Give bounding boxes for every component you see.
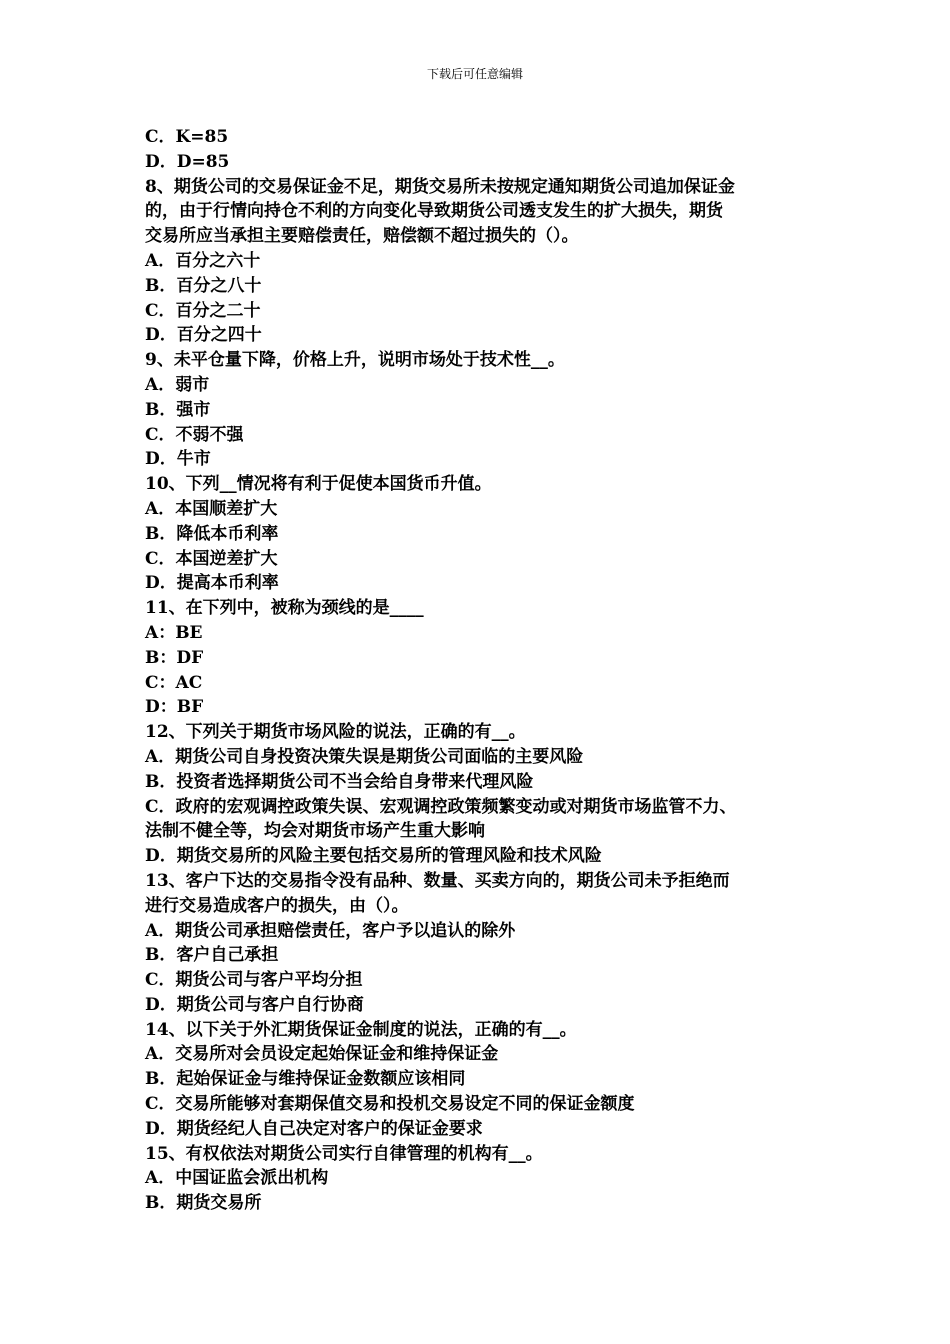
question-line: 13、客户下达的交易指令没有品种、数量、买卖方向的，期货公司未予拒绝而 — [145, 870, 730, 891]
question-line: 14、以下关于外汇期货保证金制度的说法，正确的有__。 — [145, 1019, 577, 1040]
option-line: C．百分之二十 — [145, 300, 261, 321]
option-line: C．交易所能够对套期保值交易和投机交易设定不同的保证金额度 — [145, 1094, 635, 1115]
question-line: 进行交易造成客户的损失，由（）。 — [145, 895, 409, 916]
question-line: 15、有权依法对期货公司实行自律管理的机构有__。 — [145, 1143, 543, 1164]
question-line: 10、下列__情况将有利于促使本国货币升值。 — [145, 474, 492, 495]
question-line: 9、未平仓量下降，价格上升，说明市场处于技术性__。 — [145, 350, 565, 371]
option-line: C．期货公司与客户平均分担 — [145, 970, 363, 991]
option-line: D：BF — [145, 697, 204, 718]
question-line: 8、期货公司的交易保证金不足，期货交易所未按规定通知期货公司追加保证金 — [145, 176, 735, 197]
option-line: A．期货公司自身投资决策失误是期货公司面临的主要风险 — [145, 746, 584, 767]
option-line: B．投资者选择期货公司不当会给自身带来代理风险 — [145, 771, 534, 792]
option-line: B．降低本币利率 — [145, 523, 279, 544]
option-line: D．提高本币利率 — [145, 573, 279, 594]
option-line: B．起始保证金与维持保证金数额应该相同 — [145, 1069, 466, 1090]
question-line: 11、在下列中，被称为颈线的是____ — [145, 598, 424, 619]
option-line: D．期货交易所的风险主要包括交易所的管理风险和技术风险 — [145, 846, 602, 867]
option-line: C：AC — [145, 672, 203, 693]
option-line: A．弱市 — [145, 374, 210, 395]
option-line: A：BE — [145, 622, 203, 643]
option-line: 法制不健全等，均会对期货市场产生重大影响 — [145, 821, 485, 842]
option-line: B．强市 — [145, 399, 211, 420]
option-line: D．百分之四十 — [145, 325, 262, 346]
option-line: A．百分之六十 — [145, 250, 261, 271]
document-body — [145, 125, 835, 1216]
option-line: B．期货交易所 — [145, 1193, 262, 1214]
option-line: C．不弱不强 — [145, 424, 244, 445]
option-line: D．D=85 — [145, 151, 230, 172]
option-line: D．牛市 — [145, 449, 211, 470]
option-line: D．期货公司与客户自行协商 — [145, 994, 364, 1015]
question-line: 的，由于行情向持仓不利的方向变化导致期货公司透支发生的扩大损失，期货 — [145, 201, 723, 222]
option-line: C．本国逆差扩大 — [145, 548, 278, 569]
page-header-note: 下载后可任意编辑 — [426, 67, 523, 81]
option-line: B．客户自己承担 — [145, 945, 279, 966]
option-line: A．本国顺差扩大 — [145, 498, 278, 519]
option-line: B：DF — [145, 647, 204, 668]
option-line: B．百分之八十 — [145, 275, 262, 296]
question-line: 交易所应当承担主要赔偿责任，赔偿额不超过损失的（）。 — [145, 226, 579, 247]
option-line: C．K=85 — [145, 127, 229, 147]
question-line: 12、下列关于期货市场风险的说法，正确的有__。 — [145, 722, 526, 743]
option-line: A．中国证监会派出机构 — [145, 1168, 329, 1189]
option-line: C．政府的宏观调控政策失误、宏观调控政策频繁变动或对期货市场监管不力、 — [145, 796, 737, 817]
option-line: A．期货公司承担赔偿责任，客户予以追认的除外 — [145, 920, 516, 941]
option-line: A．交易所对会员设定起始保证金和维持保证金 — [145, 1044, 499, 1065]
option-line: D．期货经纪人自己决定对客户的保证金要求 — [145, 1118, 483, 1139]
